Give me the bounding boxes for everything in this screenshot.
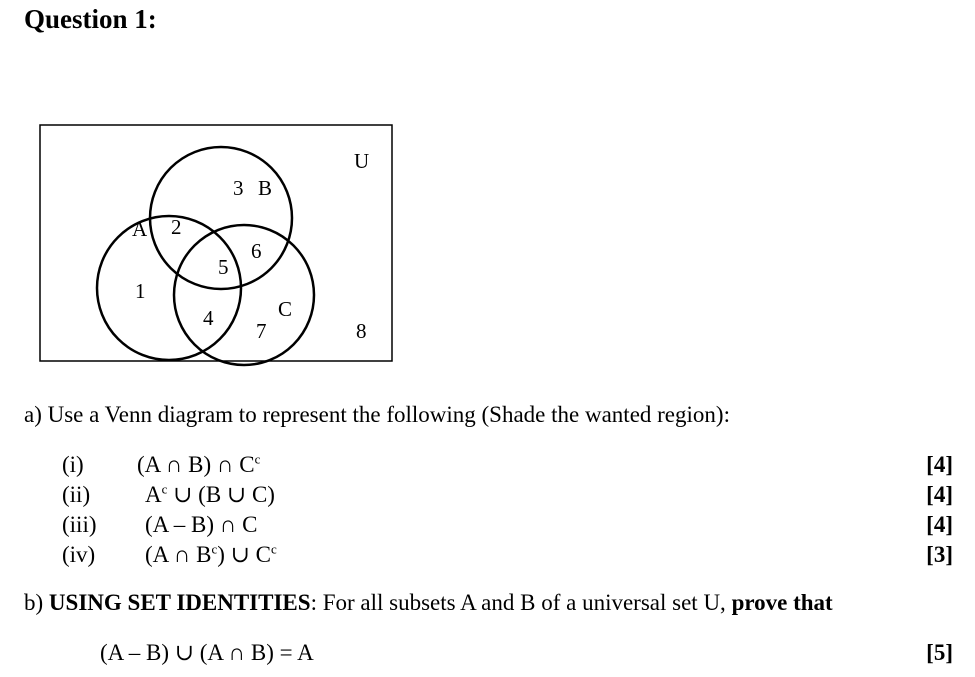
set-expression: $A^c$ ∪ (B ∪ C) (145, 481, 275, 507)
set-expression: (A – B) ∩ C (145, 512, 258, 537)
item-number: (i) (62, 452, 84, 477)
set-expression: (A ∩ B) ∩ $C^c$ (137, 451, 261, 477)
region-b-only: 3 (233, 176, 244, 200)
question-title: Question 1: (24, 4, 157, 34)
set-c-circle (174, 225, 314, 365)
marks-label: [4] (926, 512, 953, 537)
set-a-label: A (132, 217, 148, 241)
item-number: (iii) (62, 512, 97, 537)
item-number: (iv) (62, 542, 96, 567)
part-a-instruction: a) Use a Venn diagram to represent the following (Shade the wanted region): (24, 402, 730, 427)
set-c-label: C (278, 297, 293, 321)
marks-label: [3] (926, 542, 953, 567)
region-a-and-c-only: 4 (203, 306, 214, 330)
venn-diagram (38, 123, 396, 367)
marks-label: [4] (926, 452, 953, 477)
region-a-b-c: 5 (218, 255, 229, 279)
region-b-and-c-only: 6 (251, 239, 262, 263)
part-b-instruction: b) USING SET IDENTITIES: For all subsets A and B of a universal set U, prove that (24, 590, 833, 615)
marks-label: [4] (926, 482, 953, 507)
set-expression: (A ∩ $B^c$) ∪ $C^c$ (145, 541, 277, 567)
region-a-only: 1 (135, 279, 146, 303)
item-number: (ii) (62, 482, 91, 507)
proof-equation: (A – B) ∪ (A ∩ B) = A (100, 640, 314, 665)
set-b-label: B (258, 176, 273, 200)
universe-label: U (354, 149, 370, 173)
marks-label: [5] (926, 640, 953, 665)
region-outside: 8 (356, 319, 367, 343)
region-c-only: 7 (256, 319, 267, 343)
universe-rectangle (40, 125, 392, 361)
region-a-and-b-only: 2 (171, 215, 182, 239)
